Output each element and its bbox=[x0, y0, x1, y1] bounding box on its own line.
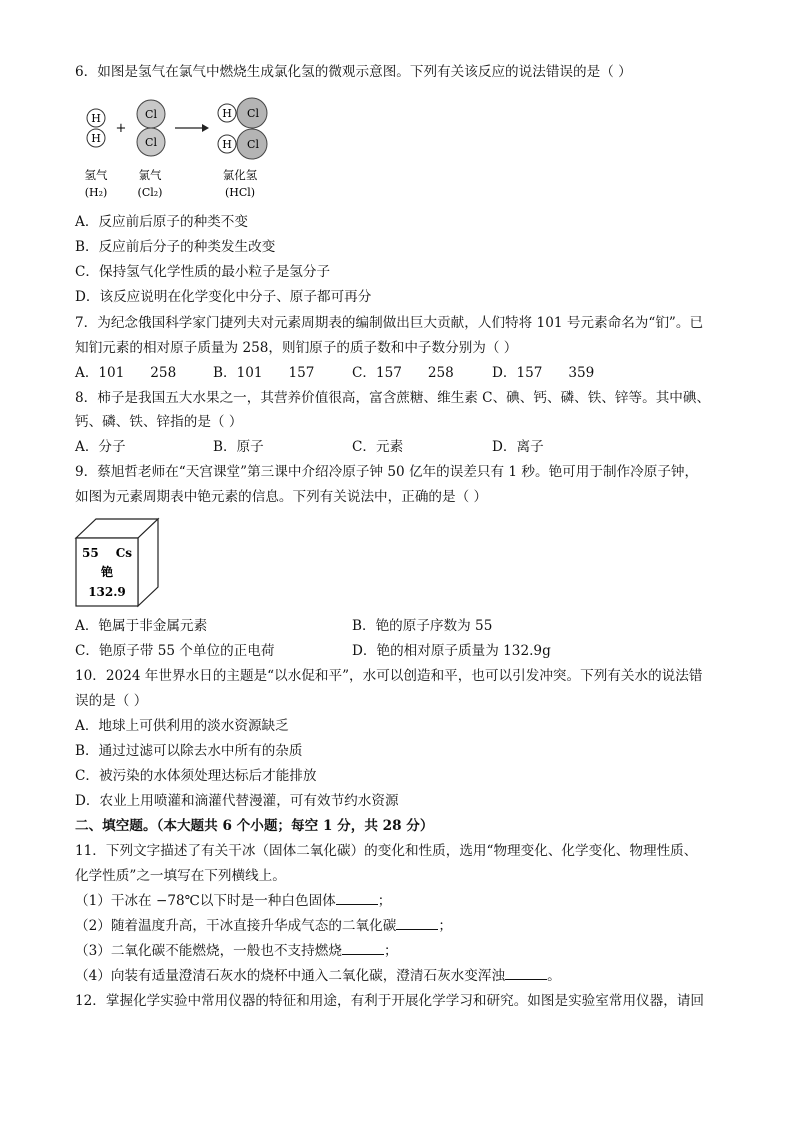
element-name: 铯 bbox=[100, 565, 114, 579]
q11-item-end: ； bbox=[377, 893, 392, 909]
q8-option-b: B．原子 bbox=[213, 439, 264, 455]
cl2-formula: (Cl₂) bbox=[137, 186, 163, 199]
q10-option-a: A．地球上可供利用的淡水资源缺乏 bbox=[75, 718, 289, 734]
h-atom-label: H bbox=[222, 107, 232, 120]
cl-atom-label: Cl bbox=[145, 136, 157, 149]
q6-option-a: A．反应前后原子的种类不变 bbox=[75, 214, 248, 230]
q8-stem-line2: 钙、磷、铁、锌指的是（ ） bbox=[75, 414, 243, 430]
section-title: 二、填空题。（本大题共 6 个小题；每空 1 分，共 28 分） bbox=[75, 818, 434, 834]
q7-stem-line1: 7．为纪念俄国科学家门捷列夫对元素周期表的编制做出巨大贡献，人们特将 101 号元素命名为“钔”。已 bbox=[75, 315, 704, 331]
q8-option-c: C．元素 bbox=[352, 439, 404, 455]
q11-item-text: （3）二氧化碳不能燃烧，一般也不支持燃烧 bbox=[75, 943, 342, 959]
q11-stem-line1: 11．下列文字描述了有关干冰（固体二氧化碳）的变化和性质，选用“物理变化、化学变化、物理性质、 bbox=[75, 843, 698, 859]
answer-blank[interactable] bbox=[396, 917, 438, 930]
q8-option-d: D．离子 bbox=[492, 439, 544, 455]
cl-atom-label: Cl bbox=[247, 138, 259, 151]
q10-stem-line2: 误的是（ ） bbox=[75, 693, 148, 709]
q6-option-b: B．反应前后分子的种类发生改变 bbox=[75, 239, 276, 255]
plus-sign: + bbox=[115, 121, 127, 136]
q11-item-text: （2）随着温度升高，干冰直接升华成气态的二氧化碳 bbox=[75, 918, 397, 934]
element-symbol: Cs bbox=[115, 546, 132, 560]
q7-option-a: A．101 258 bbox=[75, 365, 177, 381]
answer-blank[interactable] bbox=[336, 892, 378, 905]
q11-item-1 bbox=[75, 892, 391, 910]
q7-option-c: C．157 258 bbox=[352, 365, 454, 381]
q10-stem-line1: 10．2024 年世界水日的主题是“以水促和平”，水可以创造和平，也可以引发冲突。下列有关水的说法错 bbox=[75, 668, 703, 684]
q11-item-2 bbox=[75, 917, 452, 935]
q11-item-end: ； bbox=[438, 918, 452, 934]
cesium-element-card bbox=[74, 517, 164, 609]
reaction-arrow bbox=[175, 124, 209, 132]
h-atom-label: H bbox=[91, 132, 101, 145]
hcl-formula: (HCl) bbox=[224, 186, 256, 199]
cl-atom-label: Cl bbox=[145, 108, 157, 121]
q10-option-d: D．农业上用喷灌和滴灌代替漫灌，可有效节约水资源 bbox=[75, 793, 399, 809]
q11-stem-line2: 化学性质”之一填写在下列横线上。 bbox=[75, 868, 286, 884]
answer-blank[interactable] bbox=[505, 967, 547, 980]
q10-option-b: B．通过过滤可以除去水中所有的杂质 bbox=[75, 743, 303, 759]
element-atomic-number: 55 bbox=[82, 546, 99, 560]
cl-atom-label: Cl bbox=[247, 107, 259, 120]
q9-option-b: B．铯的原子序数为 55 bbox=[352, 618, 493, 634]
h2-formula: (H₂) bbox=[84, 186, 108, 199]
q7-option-b: B．101 157 bbox=[213, 365, 315, 381]
q8-option-a: A．分子 bbox=[75, 439, 126, 455]
cl2-molecule bbox=[137, 100, 165, 156]
q6-option-c: C．保持氢气化学性质的最小粒子是氢分子 bbox=[75, 264, 331, 280]
q9-option-c: C．铯原子带 55 个单位的正电荷 bbox=[75, 643, 275, 659]
hcl-reaction-diagram bbox=[78, 93, 278, 205]
hcl-molecule bbox=[218, 98, 267, 128]
q11-item-4 bbox=[75, 967, 561, 985]
q8-stem-line1: 8．柿子是我国五大水果之一，其营养价值很高，富含蔗糖、维生素 C、碘、钙、磷、铁、锌等。其中碘、 bbox=[75, 390, 711, 406]
q7-option-d: D．157 359 bbox=[492, 365, 595, 381]
q12-stem-line1: 12．掌握化学实验中常用仪器的特征和用途，有利于开展化学学习和研究。如图是实验室常用仪器，请回 bbox=[75, 993, 705, 1009]
q11-item-end: 。 bbox=[547, 968, 561, 984]
q9-stem-line1: 9．蔡旭哲老师在“天宫课堂”第三课中介绍冷原子钟 50 亿年的误差只有 1 秒。铯可用于制作冷原子钟， bbox=[75, 464, 699, 480]
hcl-molecule bbox=[218, 129, 267, 159]
h-atom-label: H bbox=[91, 112, 101, 125]
cl2-caption: 氯气 bbox=[138, 168, 162, 182]
q9-stem-line2: 如图为元素周期表中铯元素的信息。下列有关说法中，正确的是（ ） bbox=[75, 489, 488, 505]
q11-item-text: （4）向装有适量澄清石灰水的烧杯中通入二氧化碳，澄清石灰水变浑浊 bbox=[75, 968, 506, 984]
q11-item-text: （1）干冰在 −78℃以下时是一种白色固体 bbox=[75, 893, 336, 909]
hcl-caption: 氯化氢 bbox=[222, 168, 258, 182]
h2-molecule bbox=[87, 109, 105, 147]
answer-blank[interactable] bbox=[342, 942, 384, 955]
q10-option-c: C．被污染的水体须处理达标后才能排放 bbox=[75, 768, 317, 784]
element-atomic-mass: 132.9 bbox=[88, 585, 126, 599]
h2-caption: 氢气 bbox=[84, 168, 108, 182]
q9-option-a: A．铯属于非金属元素 bbox=[75, 618, 208, 634]
q11-item-3 bbox=[75, 942, 398, 960]
q6-stem: 6．如图是氢气在氯气中燃烧生成氯化氢的微观示意图。下列有关该反应的说法错误的是（ ） bbox=[75, 64, 632, 80]
q6-option-d: D．该反应说明在化学变化中分子、原子都可再分 bbox=[75, 289, 372, 305]
h-atom-label: H bbox=[222, 138, 232, 151]
q9-option-d: D．铯的相对原子质量为 132.9g bbox=[352, 643, 551, 659]
q7-stem-line2: 知钔元素的相对原子质量为 258，则钔原子的质子数和中子数分别为（ ） bbox=[75, 340, 518, 356]
q11-item-end: ； bbox=[383, 943, 398, 959]
